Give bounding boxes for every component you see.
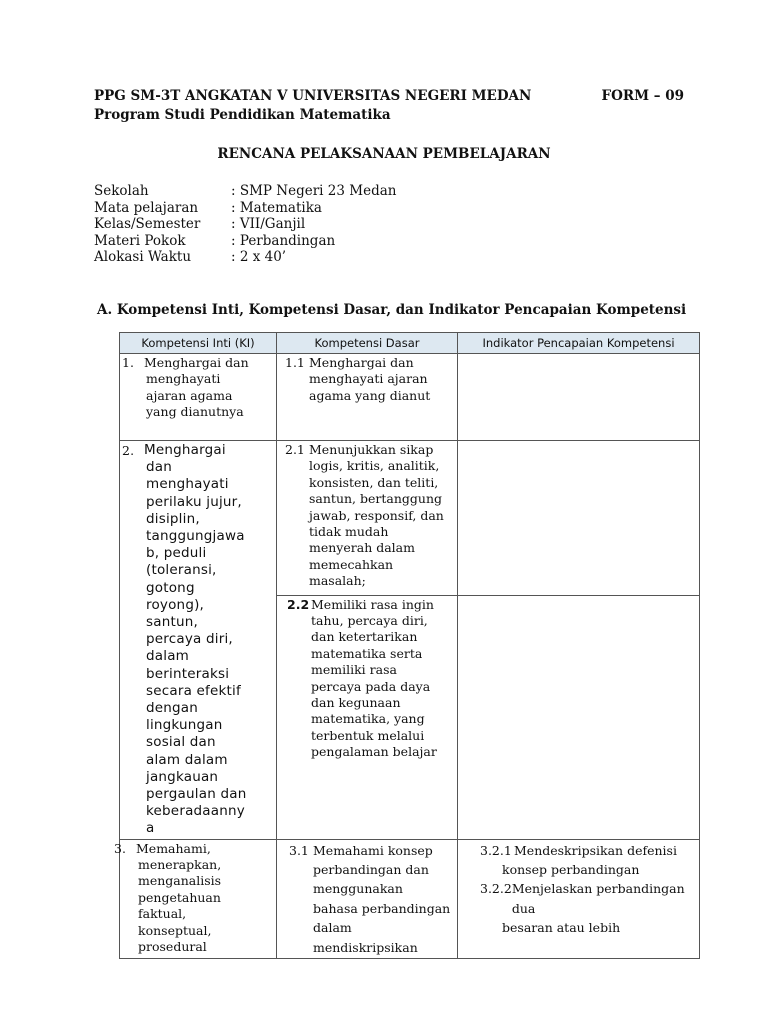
ki-2-line: keberadaanny xyxy=(146,803,245,820)
kd-2-1-cell xyxy=(277,441,458,596)
ki-2-line: santun, xyxy=(146,614,198,631)
info-value: : SMP Negeri 23 Medan xyxy=(231,183,397,199)
kd-2-1-line: masalah; xyxy=(309,573,366,589)
kd-2-2-line: matematika serta xyxy=(311,645,423,661)
document-title: RENCANA PELAKSANAAN PEMBELAJARAN xyxy=(217,146,551,162)
ki-2-line: alam dalam xyxy=(146,751,228,768)
ki-1-line: menghayati xyxy=(146,371,221,387)
kd-3-1-line: menggunakan xyxy=(313,881,403,897)
table-row xyxy=(120,441,700,596)
ki-2-line: disiplin, xyxy=(146,510,200,527)
kd-2-2-line: dan kegunaan xyxy=(311,695,401,711)
table-row xyxy=(120,354,700,441)
kd-2-1-line: memecahkan xyxy=(309,556,394,572)
ki-2-cell xyxy=(120,441,277,840)
info-row-mapel xyxy=(94,200,396,217)
ki-3-line: konseptual, xyxy=(138,922,212,938)
kd-2-1-line: tidak mudah xyxy=(309,524,389,540)
ki-2-line: pergaulan dan xyxy=(146,786,247,803)
ki-2-line: jangkauan xyxy=(146,768,219,785)
ki-2-line: menghayati xyxy=(146,476,229,493)
info-row-materi xyxy=(94,233,396,250)
ki-3-number: 3. xyxy=(114,840,126,856)
ipk-3-cell xyxy=(458,839,700,958)
ki-3-line: menerapkan, xyxy=(138,857,222,873)
kd-2-1-line: santun, bertanggung xyxy=(309,491,442,507)
kd-3-1-line: dalam xyxy=(313,920,352,936)
ki-2-line: Menghargai xyxy=(144,442,226,458)
ipk-empty-cell xyxy=(458,595,700,839)
kd-2-1-line: konsisten, dan teliti, xyxy=(309,474,439,490)
section-a-heading: A. Kompetensi Inti, Kompetensi Dasar, dan Indikator Pencapaian Kompetensi xyxy=(97,302,687,318)
ki-2-line: a xyxy=(146,820,155,837)
header-line-1 xyxy=(94,88,684,104)
info-key: Kelas/Semester xyxy=(94,216,201,233)
info-value: : Matematika xyxy=(231,199,322,216)
info-key: Mata pelajaran xyxy=(94,199,199,216)
info-key: Materi Pokok xyxy=(94,232,186,249)
kd-2-2-line: Memiliki rasa ingin xyxy=(311,596,434,612)
ipk-line: Menjelaskan perbandingan dua xyxy=(511,881,685,916)
kd-1-1-line: menghayati ajaran xyxy=(309,371,428,387)
header-ipk: Indikator Pencapaian Kompetensi xyxy=(458,333,700,354)
ipk-empty-cell xyxy=(458,441,700,596)
competency-table xyxy=(114,332,700,959)
kd-1-1-line: Menghargai dan xyxy=(309,355,414,370)
kd-2-1-line: menyerah dalam xyxy=(309,540,415,556)
kd-2-2-line: pengalaman belajar xyxy=(311,744,437,760)
ki-3-cell xyxy=(114,839,277,958)
ipk-line: besaran atau lebih xyxy=(502,920,621,936)
kd-1-1-cell xyxy=(277,354,458,441)
header-ki: Kompetensi Inti (KI) xyxy=(120,333,277,354)
ki-1-number: 1. xyxy=(122,355,134,370)
table-header-row xyxy=(120,333,700,354)
ki-2-line: dengan xyxy=(146,700,199,717)
ipk-number: 3.2.1 xyxy=(480,842,512,858)
kd-3-1-line: bahasa perbandingan xyxy=(313,900,451,916)
info-value: : VII/Ganjil xyxy=(231,216,306,233)
kd-2-2-line: terbentuk melalui xyxy=(311,727,425,743)
info-row-sekolah xyxy=(94,183,396,200)
kd-2-2-line: matematika, yang xyxy=(311,711,425,727)
kd-2-2-line: dan ketertarikan xyxy=(311,629,418,645)
program-title: Program Studi Pendidikan Matematika xyxy=(94,107,391,123)
kd-2-2-line: percaya pada daya xyxy=(311,678,431,694)
ki-2-line: b, peduli xyxy=(146,545,207,562)
info-value: : Perbandingan xyxy=(231,232,336,249)
kd-2-1-number: 2.1 xyxy=(285,442,305,457)
info-key: Sekolah xyxy=(94,183,149,199)
ki-3-line: prosedural xyxy=(138,939,207,955)
ipk-empty-cell xyxy=(458,354,700,441)
ki-2-line: royong), xyxy=(146,596,205,613)
form-number: FORM – 09 xyxy=(601,88,684,104)
ki-3-line: menganalisis xyxy=(138,873,222,889)
ki-1-cell xyxy=(120,354,277,441)
ipk-line: konsep perbandingan xyxy=(502,862,640,878)
kd-3-1-number: 3.1 xyxy=(289,842,309,858)
ki-2-line: sosial dan xyxy=(146,734,216,751)
ki-2-line: gotong xyxy=(146,579,195,596)
ki-2-line: (toleransi, xyxy=(146,562,217,579)
kd-3-1-cell xyxy=(277,839,458,958)
kd-1-1-number: 1.1 xyxy=(285,355,305,370)
kd-2-2-line: memiliki rasa xyxy=(311,662,397,678)
ki-3-line: Memahami, xyxy=(136,840,211,856)
kd-3-1-line: perbandingan dan xyxy=(313,862,429,878)
ki-2-line: lingkungan xyxy=(146,717,223,734)
ipk-number: 3.2.2 xyxy=(480,881,512,897)
ki-2-line: dalam xyxy=(146,648,190,665)
ki-2-line: berinteraksi xyxy=(146,665,230,682)
kd-2-1-line: logis, kritis, analitik, xyxy=(309,458,440,474)
ki-3-line: faktual, xyxy=(138,906,187,922)
kd-1-1-line: agama yang dianut xyxy=(309,387,431,403)
ki-2-line: secara efektif xyxy=(146,682,241,699)
ki-2-number: 2. xyxy=(122,443,135,458)
kd-3-1-line: mendiskripsikan xyxy=(313,939,418,955)
ipk-line: Mendeskripsikan defenisi xyxy=(514,842,677,858)
kd-3-1-line: Memahami konsep xyxy=(313,842,433,858)
kd-2-1-line: Menunjukkan sikap xyxy=(309,442,434,457)
info-row-kelas xyxy=(94,216,396,233)
table-row xyxy=(120,839,700,958)
ki-2-line: dan xyxy=(146,459,172,476)
ki-2-line: percaya diri, xyxy=(146,631,233,648)
kd-2-2-line: tahu, percaya diri, xyxy=(311,612,428,628)
kd-2-2-cell xyxy=(277,595,458,839)
ki-3-line: pengetahuan xyxy=(138,889,221,905)
info-row-alokasi xyxy=(94,249,396,266)
info-value: : 2 x 40’ xyxy=(231,249,287,266)
ki-1-line: ajaran agama xyxy=(146,387,233,403)
info-key: Alokasi Waktu xyxy=(94,249,192,266)
ki-2-line: perilaku jujur, xyxy=(146,493,242,510)
info-block xyxy=(94,183,396,266)
kd-2-1-line: jawab, responsif, dan xyxy=(309,507,444,523)
ki-1-line: Menghargai dan xyxy=(144,355,249,370)
kd-2-2-number: 2.2 xyxy=(287,596,310,612)
ki-1-line: yang dianutnya xyxy=(146,404,244,420)
header-kd: Kompetensi Dasar xyxy=(277,333,458,354)
ki-2-line: tanggungjawa xyxy=(146,528,245,545)
institution-title: PPG SM-3T ANGKATAN V UNIVERSITAS NEGERI MEDAN xyxy=(94,88,532,104)
